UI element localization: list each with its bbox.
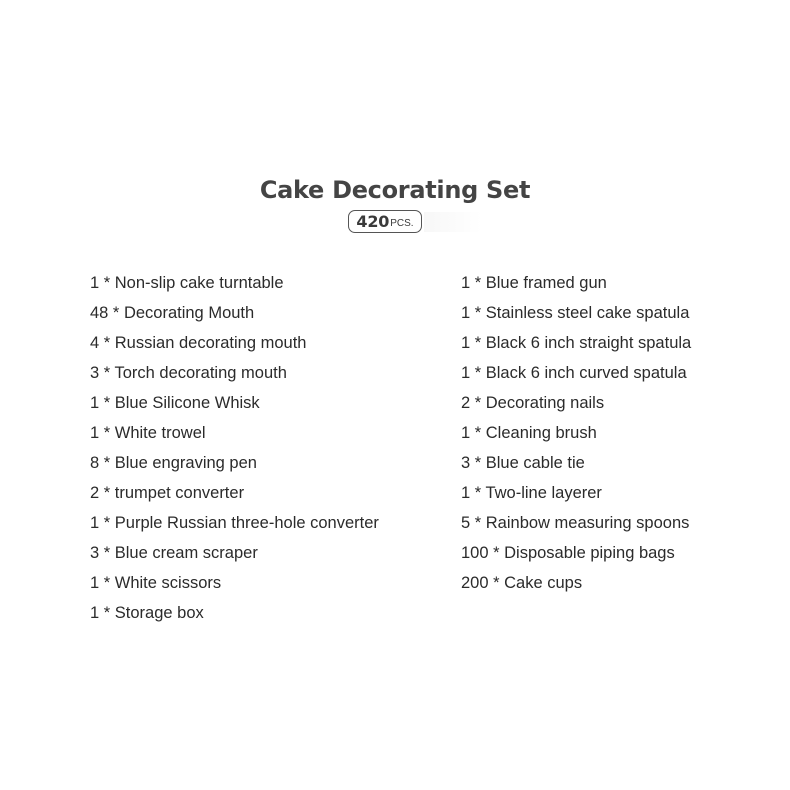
piece-count-badge — [348, 210, 422, 233]
list-item: 1 * Storage box — [90, 604, 204, 622]
page-title: Cake Decorating Set — [259, 176, 531, 204]
list-item: 1 * Stainless steel cake spatula — [461, 304, 690, 322]
piece-count: 420 — [356, 212, 390, 231]
list-item: 1 * Black 6 inch curved spatula — [461, 364, 687, 382]
piece-unit: PCS. — [390, 217, 414, 229]
contents-list-right — [461, 272, 691, 602]
list-item: 1 * Non-slip cake turntable — [90, 274, 284, 292]
list-item: 8 * Blue engraving pen — [90, 454, 257, 472]
list-item: 1 * Two-line layerer — [461, 484, 602, 502]
list-item: 3 * Blue cable tie — [461, 454, 585, 472]
list-item: 4 * Russian decorating mouth — [90, 334, 307, 352]
list-item: 200 * Cake cups — [461, 574, 583, 592]
list-item: 5 * Rainbow measuring spoons — [461, 514, 690, 532]
badge-shadow-decoration — [424, 212, 482, 232]
list-item: 1 * White scissors — [90, 574, 222, 592]
list-item: 1 * White trowel — [90, 424, 206, 442]
list-item: 3 * Blue cream scraper — [90, 544, 258, 562]
list-item: 1 * Blue Silicone Whisk — [90, 394, 260, 412]
list-item: 1 * Black 6 inch straight spatula — [461, 334, 692, 352]
list-item: 48 * Decorating Mouth — [90, 304, 255, 322]
list-item: 2 * trumpet converter — [90, 484, 245, 502]
list-item: 1 * Blue framed gun — [461, 274, 607, 292]
list-item: 1 * Purple Russian three-hole converter — [90, 514, 379, 532]
list-item: 3 * Torch decorating mouth — [90, 364, 287, 382]
list-item: 100 * Disposable piping bags — [461, 544, 675, 562]
list-item: 2 * Decorating nails — [461, 394, 605, 412]
contents-list-left — [90, 272, 379, 632]
list-item: 1 * Cleaning brush — [461, 424, 597, 442]
